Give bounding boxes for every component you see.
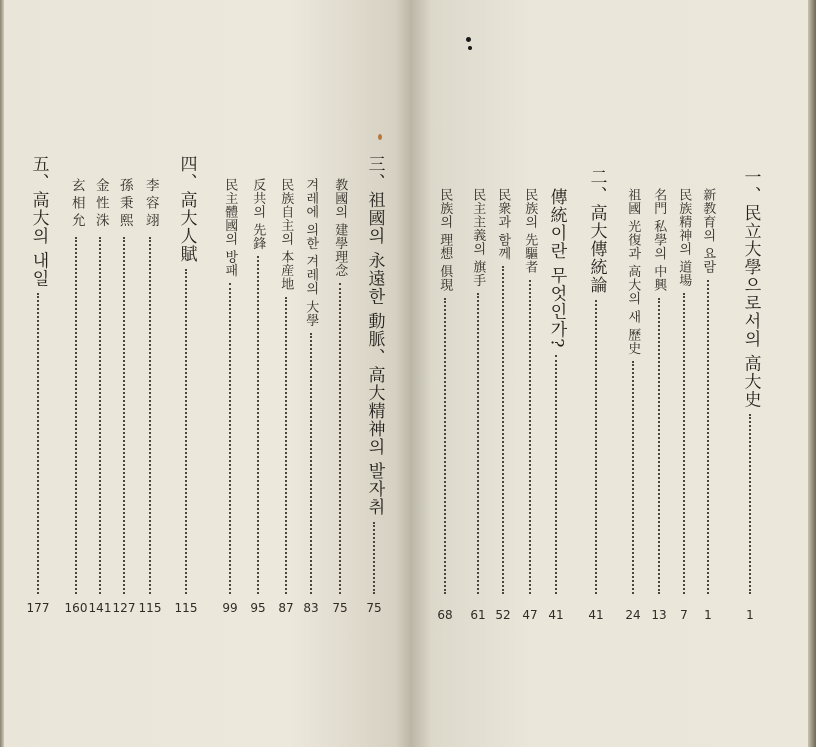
right-page-edge — [808, 0, 816, 747]
dot-leader — [75, 237, 77, 595]
toc-entry-text: 祖國 光復과 高大의 새 歷史 — [625, 188, 641, 356]
toc-entry-text: 傳統이란 무엇인가? — [546, 188, 567, 349]
dot-leader — [257, 256, 259, 594]
toc-entry-text: 教國의 建學理念 — [332, 178, 348, 278]
page-number: 141 — [88, 601, 112, 615]
dot-leader — [123, 237, 125, 595]
toc-entry-text: 玄相允 — [68, 178, 85, 231]
dot-leader — [595, 300, 597, 594]
dot-leader — [229, 283, 231, 594]
page-number: 61 — [470, 608, 486, 622]
toc-entry-text: 民主主義의 旗手 — [470, 188, 486, 288]
page-number: 75 — [332, 601, 348, 615]
page-number: 87 — [278, 601, 294, 615]
page-number: 177 — [26, 601, 50, 615]
page-number: 1 — [746, 608, 754, 622]
page-number: 83 — [303, 601, 319, 615]
page-number: 160 — [64, 601, 88, 615]
dot-leader — [749, 414, 751, 594]
dot-leader — [339, 283, 341, 594]
toc-entry-text: 四、高大人賦 — [176, 155, 197, 263]
dot-leader — [555, 355, 557, 594]
toc-entry-text: 名門 私學의 中興 — [651, 188, 667, 292]
page-number: 41 — [588, 608, 604, 622]
dot-leader — [444, 298, 446, 594]
page-number: 115 — [174, 601, 198, 615]
dot-leader — [99, 237, 101, 595]
page-number: 99 — [222, 601, 238, 615]
page-number: 95 — [250, 601, 266, 615]
toc-entry-text: 孫秉熙 — [116, 178, 133, 231]
page-number: 75 — [366, 601, 382, 615]
page-number: 7 — [680, 608, 688, 622]
toc-entry-text: 三、祖國의 永遠한 動脈、高大精神의 발자취 — [364, 155, 385, 517]
page-number: 115 — [138, 601, 162, 615]
toc-entry-text: 民主體國의 방패 — [222, 178, 238, 278]
dot-leader — [149, 237, 151, 595]
left-page-edge — [0, 0, 4, 747]
dot-leader — [185, 269, 187, 594]
ink-speck — [468, 46, 472, 50]
page-number: 68 — [437, 608, 453, 622]
toc-entry-text: 겨레에 의한 겨레의 大學 — [303, 178, 319, 327]
toc-entry-text: 二、高大傳統論 — [586, 168, 607, 294]
dot-leader — [285, 297, 287, 594]
toc-entry-text: 金性洙 — [92, 178, 109, 231]
page-number: 52 — [495, 608, 511, 622]
dot-leader — [373, 522, 375, 594]
toc-entry-text: 民族自主의 本産地 — [278, 178, 294, 291]
dot-leader — [658, 298, 660, 594]
dot-leader — [683, 293, 685, 594]
page-number: 13 — [651, 608, 667, 622]
page-number: 24 — [625, 608, 641, 622]
page-number: 41 — [548, 608, 564, 622]
toc-entry-text: 民族의 理想 俱現 — [437, 188, 453, 292]
toc-entry-text: 新教育의 요람 — [700, 188, 716, 274]
toc-entry-text: 李容翊 — [142, 178, 159, 231]
toc-entry-text: 反共의 先鋒 — [250, 178, 266, 251]
page-number: 47 — [522, 608, 538, 622]
page-number: 127 — [112, 601, 136, 615]
dot-leader — [37, 293, 39, 594]
toc-entry-text: 民衆과 함께 — [495, 188, 511, 261]
dot-leader — [477, 293, 479, 594]
dot-leader — [632, 361, 634, 594]
toc-entry-text: 民族精神의 道場 — [676, 188, 692, 288]
page-number: 1 — [704, 608, 712, 622]
dot-leader — [707, 280, 709, 594]
ink-speck — [466, 37, 471, 42]
stain-speck — [378, 134, 382, 140]
dot-leader — [502, 266, 504, 594]
dot-leader — [529, 280, 531, 594]
dot-leader — [310, 333, 312, 594]
toc-entry-text: 五、高大의 내일 — [28, 155, 49, 288]
toc-entry-text: 民族의 先驅者 — [522, 188, 538, 274]
toc-entry-text: 一、民立大學으로서의 高大史 — [740, 168, 761, 409]
